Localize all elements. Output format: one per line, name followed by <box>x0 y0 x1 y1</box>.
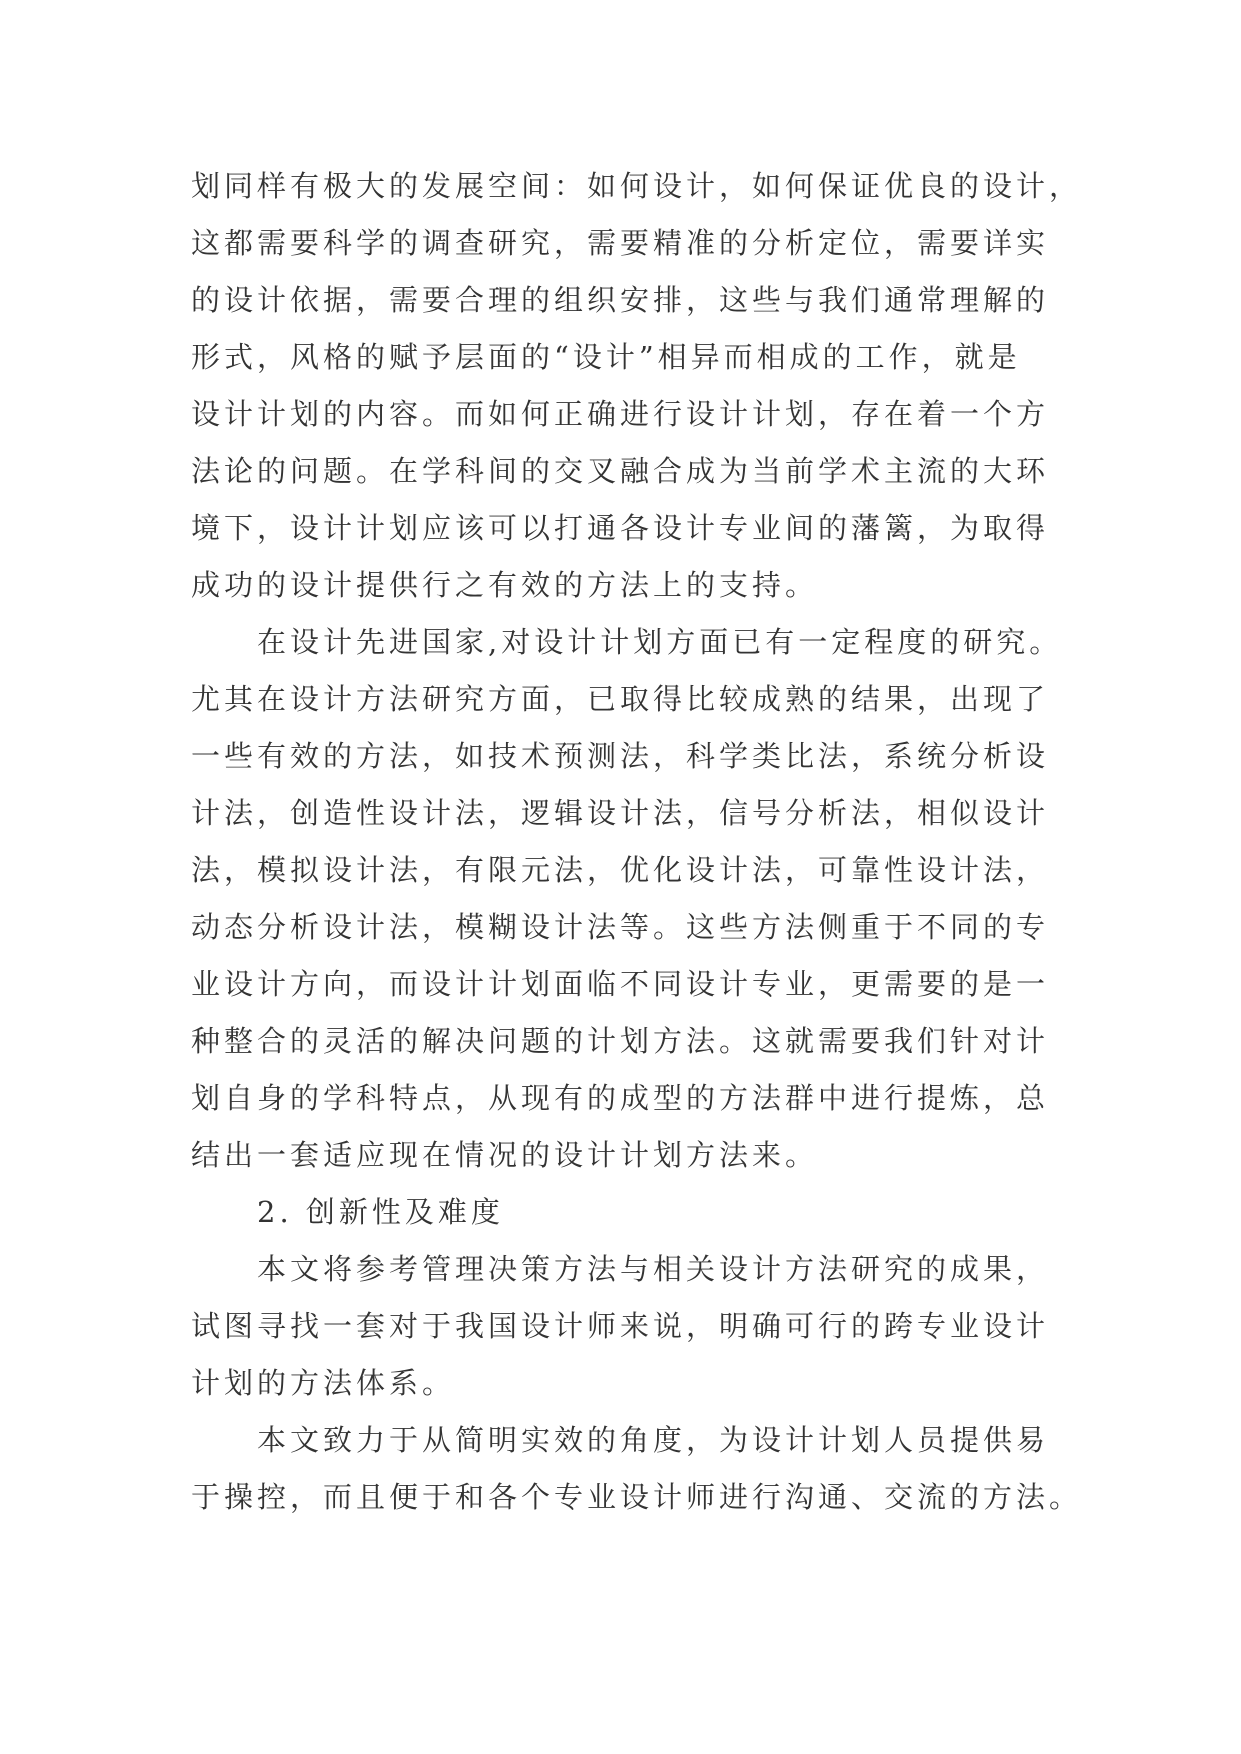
text-line: 一些有效的方法，如技术预测法，科学类比法，系统分析设 <box>191 739 1050 773</box>
text-line: 这都需要科学的调查研究，需要精准的分析定位，需要详实 <box>191 226 1050 260</box>
text-line: 法，模拟设计法，有限元法，优化设计法，可靠性设计法， <box>191 853 1050 887</box>
text-line: 形式，风格的赋予层面的“设计”相异而相成的工作，就是 <box>191 340 1021 374</box>
text-line: 业设计方向，而设计计划面临不同设计专业，更需要的是一 <box>191 967 1050 1001</box>
text-line: 设计计划的内容。而如何正确进行设计计划，存在着一个方 <box>191 397 1050 431</box>
text-line: 境下，设计计划应该可以打通各设计专业间的藩篱，为取得 <box>191 511 1050 545</box>
text-line: 本文将参考管理决策方法与相关设计方法研究的成果， <box>191 1252 1050 1286</box>
text-line: 划同样有极大的发展空间：如何设计，如何保证优良的设计， <box>191 169 1083 203</box>
text-line: 种整合的灵活的解决问题的计划方法。这就需要我们针对计 <box>191 1024 1050 1058</box>
text-line: 尤其在设计方法研究方面，已取得比较成熟的结果，出现了 <box>191 682 1050 716</box>
section-heading: 2. 创新性及难度 <box>191 1195 504 1229</box>
text-line: 结出一套适应现在情况的设计计划方法来。 <box>191 1138 819 1172</box>
text-line: 划自身的学科特点，从现有的成型的方法群中进行提炼，总 <box>191 1081 1050 1115</box>
text-line: 动态分析设计法，模糊设计法等。这些方法侧重于不同的专 <box>191 910 1050 944</box>
text-line: 试图寻找一套对于我国设计师来说，明确可行的跨专业设计 <box>191 1309 1050 1343</box>
text-line: 于操控，而且便于和各个专业设计师进行沟通、交流的方法。 <box>191 1480 1083 1514</box>
body-text <box>191 158 1083 1526</box>
text-line: 的设计依据，需要合理的组织安排，这些与我们通常理解的 <box>191 283 1050 317</box>
text-line: 计法，创造性设计法，逻辑设计法，信号分析法，相似设计 <box>191 796 1050 830</box>
text-line: 计划的方法体系。 <box>191 1366 456 1400</box>
text-line: 在设计先进国家,对设计计划方面已有一定程度的研究。 <box>191 625 1063 659</box>
text-line: 本文致力于从简明实效的角度，为设计计划人员提供易 <box>191 1423 1050 1457</box>
text-line: 成功的设计提供行之有效的方法上的支持。 <box>191 568 819 602</box>
text-line: 法论的问题。在学科间的交叉融合成为当前学术主流的大环 <box>191 454 1050 488</box>
